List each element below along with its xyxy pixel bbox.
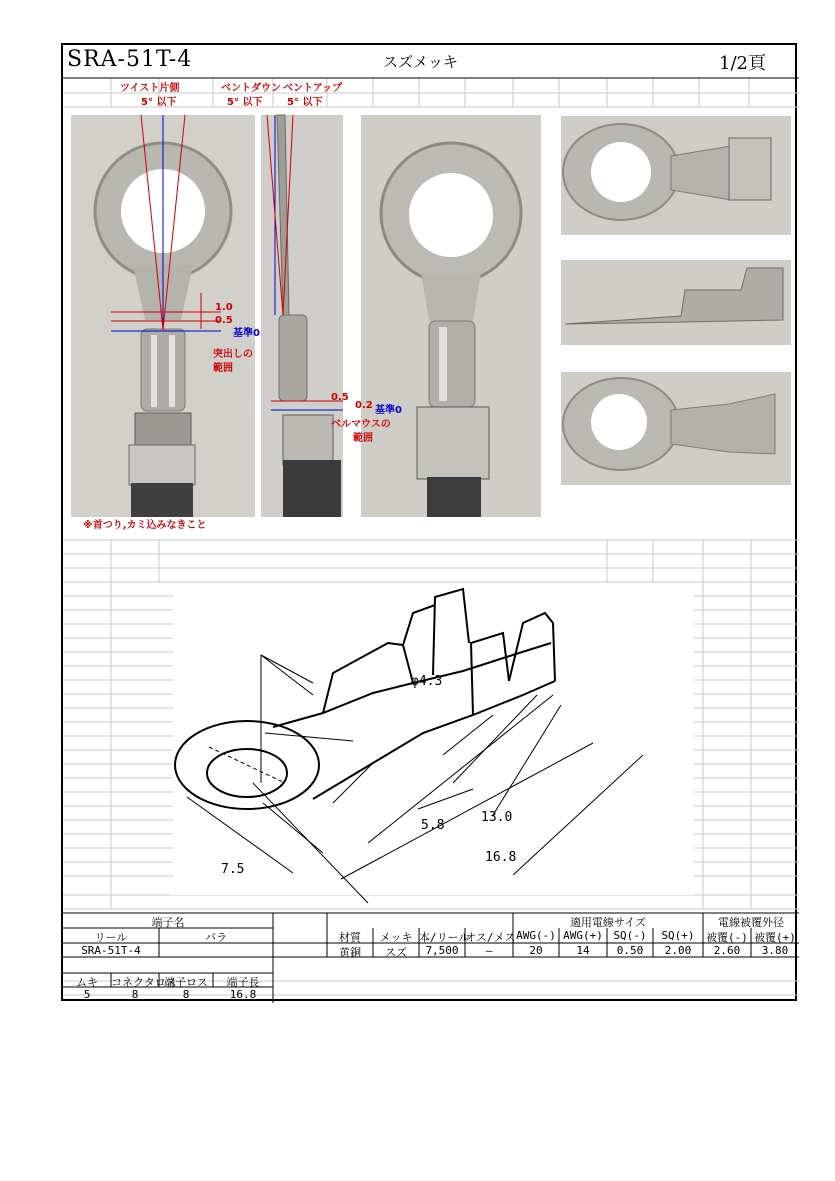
photo-side-view [561, 260, 791, 345]
td-material: 黄銅 [339, 946, 361, 959]
td-per-reel: 7,500 [425, 944, 459, 957]
td-plating: スズ [385, 946, 407, 959]
dim-13-0: 13.0 [481, 810, 513, 825]
td-awg-min: 20 [529, 944, 543, 957]
th-sq-min: SQ(-) [613, 929, 647, 942]
th-strip-length: ムキ [76, 976, 98, 989]
td-gender: — [485, 944, 493, 957]
dim-0-5-a: 0.5 [215, 315, 233, 326]
th-applicable-wire: 適用電線サイズ [569, 916, 647, 929]
spec-table [63, 913, 799, 1003]
th-od-min: 被覆(-) [706, 931, 748, 944]
th-awg-max: AWG(+) [563, 929, 603, 942]
th-insulation-od: 電線被覆外径 [718, 916, 784, 929]
th-per-reel: 本/リール [419, 931, 470, 944]
note-bellmouth-1: ベルマウスの [331, 419, 391, 430]
dim-5-8: 5.8 [421, 818, 445, 833]
datum-a: 基準0 [233, 328, 260, 339]
photo-angled-view [561, 372, 791, 485]
note-twist-limit: 5° 以下 [141, 97, 177, 108]
td-connector-loss: 8 [131, 988, 139, 1001]
dim-7-5: 7.5 [221, 862, 245, 877]
note-bend-up-limit: 5° 以下 [287, 97, 323, 108]
note-bend-down-limit: 5° 以下 [227, 97, 263, 108]
note-twist: ツイスト片側 [120, 83, 180, 94]
td-reel-no: SRA-51T-4 [81, 944, 141, 957]
dim-16-8: 16.8 [485, 850, 517, 865]
td-terminal-loss: 8 [182, 988, 190, 1001]
page-number: 1/2頁 [719, 53, 766, 74]
td-od-max: 3.80 [761, 944, 789, 957]
caution-note: ※首つり,カミ込みなきこと [83, 520, 207, 531]
photo-crimp-front [361, 115, 541, 517]
spec-sheet [61, 43, 797, 1001]
th-bulk: バラ [205, 931, 227, 944]
dim-0-5-b: 0.5 [331, 392, 349, 403]
photo-bend-side [261, 115, 343, 517]
dim-0-2: 0.2 [355, 400, 373, 411]
td-sq-max: 2.00 [664, 944, 692, 957]
datum-b: 基準0 [375, 405, 402, 416]
th-terminal-loss: 端子ロス [164, 976, 208, 989]
dim-1-0: 1.0 [215, 302, 233, 313]
td-sq-min: 0.50 [616, 944, 644, 957]
note-bend-up: ベントアップ [283, 83, 342, 94]
photo-top-view [561, 116, 791, 235]
th-reel: リール [94, 931, 128, 944]
dim-hole-diameter: φ4.3 [411, 674, 443, 689]
td-od-min: 2.60 [713, 944, 741, 957]
th-material: 材質 [339, 931, 361, 944]
note-bellmouth-2: 範囲 [353, 433, 373, 444]
th-sq-max: SQ(+) [661, 929, 695, 942]
th-od-max: 被覆(+) [754, 931, 796, 944]
th-awg-min: AWG(-) [516, 929, 556, 942]
part-number-title: SRA-51T-4 [67, 47, 193, 72]
td-strip-length: 5 [83, 988, 91, 1001]
terminal-drawing [173, 583, 693, 895]
th-gender: オス/メス [465, 931, 516, 944]
note-protrusion-1: 突出しの [213, 349, 253, 360]
plating-label: スズメッキ [383, 53, 459, 71]
th-plating: メッキ [379, 931, 413, 944]
td-awg-max: 14 [576, 944, 590, 957]
td-terminal-length: 16.8 [229, 988, 257, 1001]
th-connector-loss: コネクタロス [111, 976, 177, 989]
note-protrusion-2: 範囲 [213, 363, 233, 374]
note-bend-down: ベントダウン [221, 83, 281, 94]
th-terminal-name: 端子名 [151, 916, 185, 929]
th-terminal-length: 端子長 [226, 976, 260, 989]
